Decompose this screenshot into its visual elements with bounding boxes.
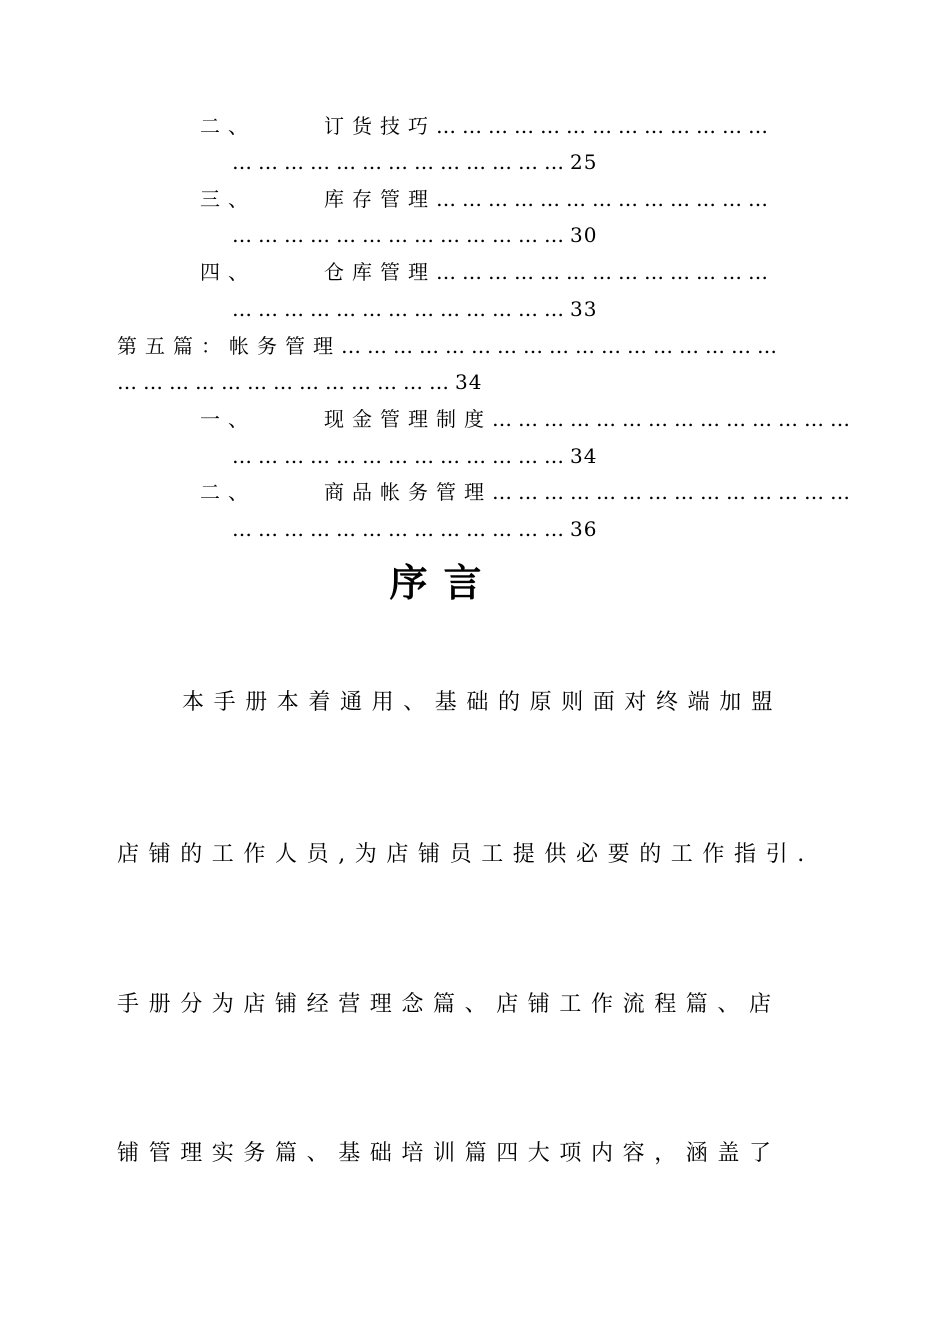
toc-entry-inventory-management[interactable] [200,187,774,211]
toc-entry-warehouse-management[interactable] [200,260,774,284]
toc-leader-dots: …………………………………… [492,480,856,504]
preface-line-3: 手册分为店铺经营理念篇、店铺工作流程篇、店 [117,992,781,1017]
toc-entry-warehouse-management-cont [232,297,597,321]
toc-entry-inventory-management-cont [232,223,597,247]
toc-entry-goods-accounting[interactable] [200,480,856,504]
toc-number: 一、 [200,407,256,431]
toc-entry-cash-management[interactable] [200,407,856,431]
toc-leader-dots: ………………………………… [232,297,570,321]
preface-line-1: 本手册本着通用、基础的原则面对终端加盟 [182,690,783,715]
toc-entry-chapter-accounting[interactable] [117,334,783,358]
toc-entry-order-skills[interactable] [200,114,774,138]
toc-leader-dots: ………………………………… [232,150,570,174]
toc-number: 二、 [200,480,256,504]
preface-line-2: 店铺的工作人员,为店铺员工提供必要的工作指引. [117,842,814,867]
toc-entry-order-skills-cont [232,150,597,174]
toc-leader-dots: ………………………………… [232,517,570,541]
toc-title: 现金管理制度 [324,407,492,431]
toc-title: 库存管理 [324,187,436,211]
toc-number: 三、 [200,187,256,211]
toc-title: 订货技巧 [324,114,436,138]
toc-leader-dots: ………………………………… [232,444,570,468]
toc-title: 仓库管理 [324,260,436,284]
toc-page-number: 34 [570,444,598,468]
toc-leader-dots: …………………………………………… [341,334,783,358]
preface-line-4: 铺管理实务篇、基础培训篇四大项内容，涵盖了 [117,1141,781,1166]
toc-entry-goods-accounting-cont [232,517,597,541]
preface-title: 序言 [389,561,498,605]
toc-leader-dots: ………………………………… [117,370,455,394]
toc-page-number: 34 [455,370,483,394]
toc-title: 商品帐务管理 [324,480,492,504]
toc-number: 二、 [200,114,256,138]
toc-leader-dots: ………………………………… [436,187,774,211]
toc-title: 第五篇：帐务管理 [117,334,341,358]
toc-entry-chapter-accounting-cont [117,370,482,394]
toc-entry-cash-management-cont [232,444,597,468]
toc-leader-dots: …………………………………… [492,407,856,431]
toc-page-number: 33 [570,297,598,321]
toc-page-number: 30 [570,223,598,247]
toc-page-number: 36 [570,517,598,541]
toc-leader-dots: ………………………………… [436,260,774,284]
toc-leader-dots: ………………………………… [232,223,570,247]
toc-leader-dots: ………………………………… [436,114,774,138]
toc-number: 四、 [200,260,256,284]
toc-page-number: 25 [570,150,598,174]
